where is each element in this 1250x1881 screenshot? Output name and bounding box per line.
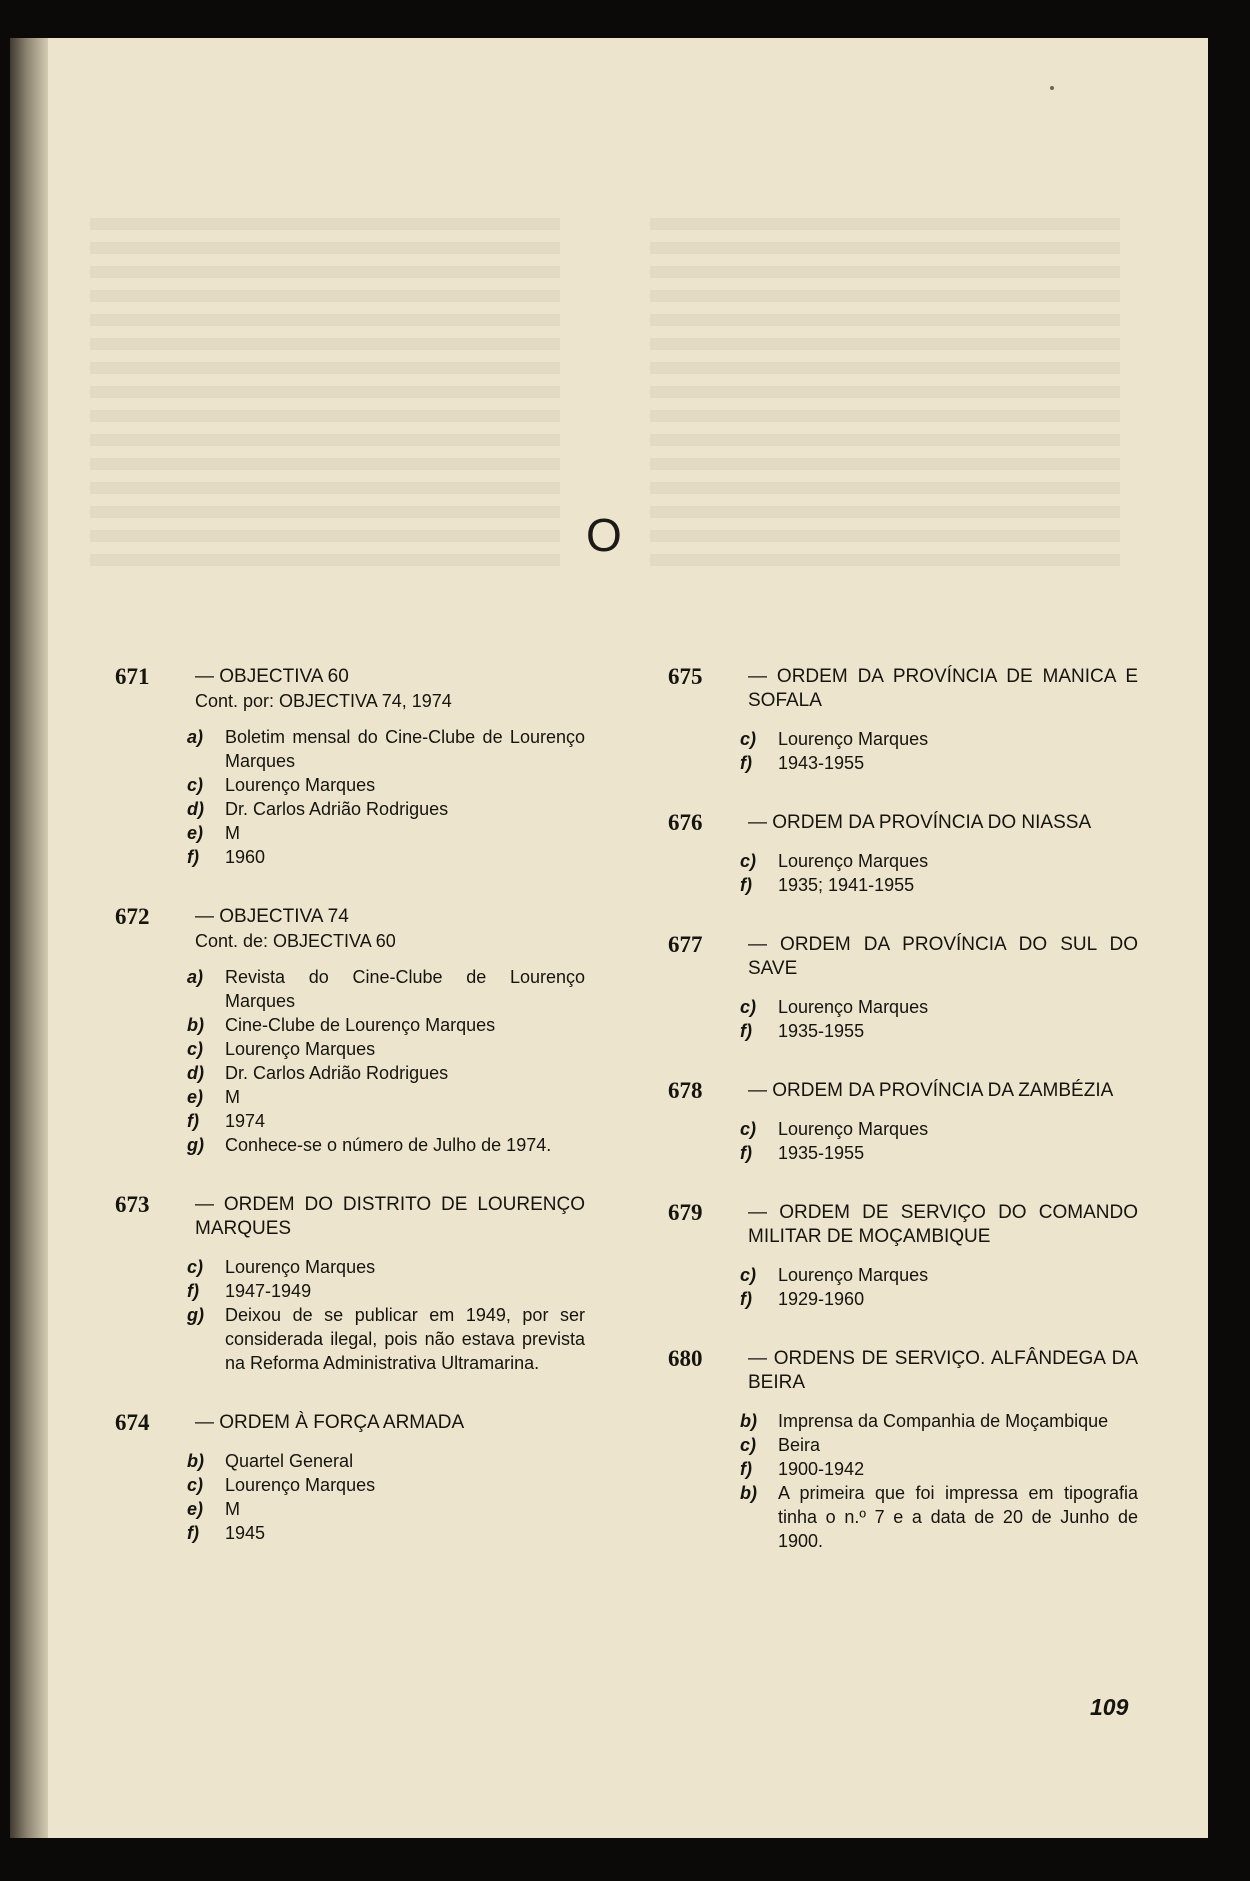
entry-field <box>668 1141 1138 1165</box>
bleed-through-right <box>650 218 1120 578</box>
entry-fields <box>668 995 1138 1043</box>
field-label: f) <box>740 1289 752 1309</box>
entry-fields <box>115 1255 585 1375</box>
field-value: Lourenço Marques <box>225 1039 376 1059</box>
field-value: Imprensa da Companhia de Moçambique <box>778 1411 1109 1431</box>
field-value: Conhece-se o número de Julho de 1974. <box>225 1135 552 1155</box>
entry-number: 677 <box>668 932 703 957</box>
entry-fields <box>668 1409 1138 1553</box>
field-label: f) <box>740 1459 752 1479</box>
entry-field <box>668 1433 1138 1457</box>
entry-continuation: Cont. de: OBJECTIVA 60 <box>195 931 396 951</box>
entry-title: — ORDEM DO DISTRITO DE LOURENÇO MARQUES <box>195 1194 585 1239</box>
field-value: Lourenço Marques <box>778 851 929 871</box>
entry-field <box>115 797 585 821</box>
field-value: Lourenço Marques <box>778 1119 929 1139</box>
entry-number: 680 <box>668 1346 703 1371</box>
field-label: f) <box>187 847 199 867</box>
entry-fields <box>115 1449 585 1545</box>
entry-title: — ORDEM DE SERVIÇO DO COMANDO MILITAR DE MOÇAMBIQUE <box>748 1202 1138 1247</box>
field-value: Deixou de se publicar em 1949, por ser considerada ilegal, pois não estava prevista na Reforma Administrativa Ultramarina. <box>225 1305 585 1373</box>
field-label: f) <box>740 1021 752 1041</box>
field-value: Dr. Carlos Adrião Rodrigues <box>225 799 449 819</box>
field-label: f) <box>740 1143 752 1163</box>
entry-title: — OBJECTIVA 60 <box>195 666 349 687</box>
field-value: Beira <box>778 1435 821 1455</box>
entry-field <box>115 1473 585 1497</box>
field-value: Lourenço Marques <box>778 997 929 1017</box>
field-value: Cine-Clube de Lourenço Marques <box>225 1015 496 1035</box>
field-value: 1947-1949 <box>225 1281 312 1301</box>
bleed-through-left <box>90 218 560 578</box>
field-label: f) <box>187 1523 199 1543</box>
book-spine <box>10 38 48 1838</box>
section-letter: O <box>586 509 622 561</box>
entry-field <box>668 849 1138 873</box>
field-value: A primeira que foi impressa em tipografia tinha o n.º 7 e a data de 20 de Junho de 1900. <box>778 1483 1138 1551</box>
field-value: M <box>225 1499 240 1519</box>
entry-title: — OBJECTIVA 74 <box>195 906 349 927</box>
entry-fields <box>668 849 1138 897</box>
entry-number: 676 <box>668 810 703 835</box>
field-value: Lourenço Marques <box>778 729 929 749</box>
entry-heading <box>668 811 1138 835</box>
field-label: d) <box>187 799 204 819</box>
speck <box>1050 86 1054 90</box>
entry-field <box>115 821 585 845</box>
field-label: c) <box>187 1257 204 1277</box>
field-label: c) <box>740 1265 757 1285</box>
field-label: g) <box>187 1305 204 1325</box>
field-value: 1960 <box>225 847 266 867</box>
field-label: f) <box>740 753 752 773</box>
entry-fields <box>668 1117 1138 1165</box>
entry-field <box>668 995 1138 1019</box>
catalog-entry <box>115 665 585 869</box>
catalog-entry <box>668 811 1138 897</box>
field-label: e) <box>187 823 204 843</box>
entry-title: — ORDEM DA PROVÍNCIA DO SUL DO SAVE <box>748 934 1138 979</box>
entry-title: — ORDEM DA PROVÍNCIA DA ZAMBÉZIA <box>748 1080 1114 1101</box>
field-value: Lourenço Marques <box>778 1265 929 1285</box>
entry-field <box>115 1449 585 1473</box>
field-label: e) <box>187 1087 204 1107</box>
right-column <box>668 665 1138 1589</box>
entry-field <box>115 1133 585 1157</box>
entry-title: — ORDEM DA PROVÍNCIA DE MANICA E SOFALA <box>748 666 1138 711</box>
entry-field <box>668 1117 1138 1141</box>
field-label: f) <box>187 1111 199 1131</box>
entry-field <box>115 1109 585 1133</box>
entry-field <box>668 873 1138 897</box>
entry-title: — ORDEM À FORÇA ARMADA <box>195 1412 465 1433</box>
entry-field <box>115 965 585 1013</box>
field-label: b) <box>740 1483 757 1503</box>
field-value: 1929-1960 <box>778 1289 865 1309</box>
catalog-entry <box>668 1201 1138 1311</box>
entry-heading <box>668 933 1138 981</box>
entry-field <box>668 1409 1138 1433</box>
catalog-entry <box>115 1411 585 1545</box>
entry-number: 674 <box>115 1410 150 1435</box>
entry-field <box>115 1085 585 1109</box>
entry-number: 678 <box>668 1078 703 1103</box>
field-label: c) <box>740 1119 757 1139</box>
entry-number: 671 <box>115 664 150 689</box>
field-label: b) <box>187 1015 204 1035</box>
field-value: 1974 <box>225 1111 266 1131</box>
entry-number: 679 <box>668 1200 703 1225</box>
entry-field <box>668 1481 1138 1553</box>
field-label: c) <box>187 1039 204 1059</box>
field-value: Lourenço Marques <box>225 1257 376 1277</box>
entry-title: — ORDENS DE SERVIÇO. ALFÂNDEGA DA BEIRA <box>748 1348 1138 1393</box>
entry-field <box>668 1287 1138 1311</box>
field-value: Revista do Cine-Clube de Lourenço Marques <box>225 967 585 1011</box>
field-value: 1945 <box>225 1523 266 1543</box>
entry-number: 672 <box>115 904 150 929</box>
entry-field <box>115 1061 585 1085</box>
entry-number: 675 <box>668 664 703 689</box>
entry-title: — ORDEM DA PROVÍNCIA DO NIASSA <box>748 812 1092 833</box>
field-label: a) <box>187 967 204 987</box>
left-column <box>115 665 585 1581</box>
catalog-entry <box>668 1079 1138 1165</box>
entry-field <box>115 1037 585 1061</box>
book-page <box>10 38 1208 1838</box>
entry-heading <box>668 1079 1138 1103</box>
field-label: e) <box>187 1499 204 1519</box>
entry-field <box>115 773 585 797</box>
entry-heading <box>668 665 1138 713</box>
entry-heading <box>668 1201 1138 1249</box>
catalog-entry <box>668 933 1138 1043</box>
field-value: M <box>225 823 240 843</box>
entry-field <box>115 845 585 869</box>
field-value: 1900-1942 <box>778 1459 865 1479</box>
field-label: a) <box>187 727 204 747</box>
entry-heading <box>115 905 585 929</box>
entry-field <box>115 1013 585 1037</box>
catalog-entry <box>668 665 1138 775</box>
entry-field <box>115 725 585 773</box>
entry-field <box>115 1303 585 1375</box>
entry-field <box>668 727 1138 751</box>
field-label: c) <box>187 775 204 795</box>
entry-field <box>668 1019 1138 1043</box>
page-number: 109 <box>1090 1694 1129 1720</box>
entry-field <box>115 1255 585 1279</box>
field-value: 1935-1955 <box>778 1143 865 1163</box>
field-label: c) <box>740 1435 757 1455</box>
field-value: 1935; 1941-1955 <box>778 875 915 895</box>
entry-heading <box>668 1347 1138 1395</box>
field-label: c) <box>740 729 757 749</box>
field-value: Dr. Carlos Adrião Rodrigues <box>225 1063 449 1083</box>
field-label: b) <box>740 1411 757 1431</box>
catalog-entry <box>115 1193 585 1375</box>
entry-number: 673 <box>115 1192 150 1217</box>
field-label: f) <box>187 1281 199 1301</box>
entry-field <box>668 1457 1138 1481</box>
field-label: c) <box>740 851 757 871</box>
entry-fields <box>115 725 585 869</box>
field-label: g) <box>187 1135 204 1155</box>
field-value: 1935-1955 <box>778 1021 865 1041</box>
field-value: 1943-1955 <box>778 753 865 773</box>
field-label: c) <box>187 1475 204 1495</box>
entry-continuation: Cont. por: OBJECTIVA 74, 1974 <box>195 691 452 711</box>
entry-heading <box>115 665 585 689</box>
field-value: Quartel General <box>225 1451 354 1471</box>
entry-field <box>115 1521 585 1545</box>
field-label: b) <box>187 1451 204 1471</box>
field-value: Lourenço Marques <box>225 1475 376 1495</box>
entry-fields <box>668 727 1138 775</box>
entry-fields <box>668 1263 1138 1311</box>
catalog-entry <box>668 1347 1138 1553</box>
entry-field <box>115 1279 585 1303</box>
catalog-entry <box>115 905 585 1157</box>
field-value: Lourenço Marques <box>225 775 376 795</box>
entry-field <box>668 1263 1138 1287</box>
field-value: Boletim mensal do Cine-Clube de Lourenço Marques <box>225 727 585 771</box>
field-value: M <box>225 1087 240 1107</box>
entry-fields <box>115 965 585 1157</box>
field-label: f) <box>740 875 752 895</box>
field-label: d) <box>187 1063 204 1083</box>
entry-heading <box>115 1193 585 1241</box>
field-label: c) <box>740 997 757 1017</box>
entry-field <box>115 1497 585 1521</box>
entry-heading <box>115 1411 585 1435</box>
entry-field <box>668 751 1138 775</box>
